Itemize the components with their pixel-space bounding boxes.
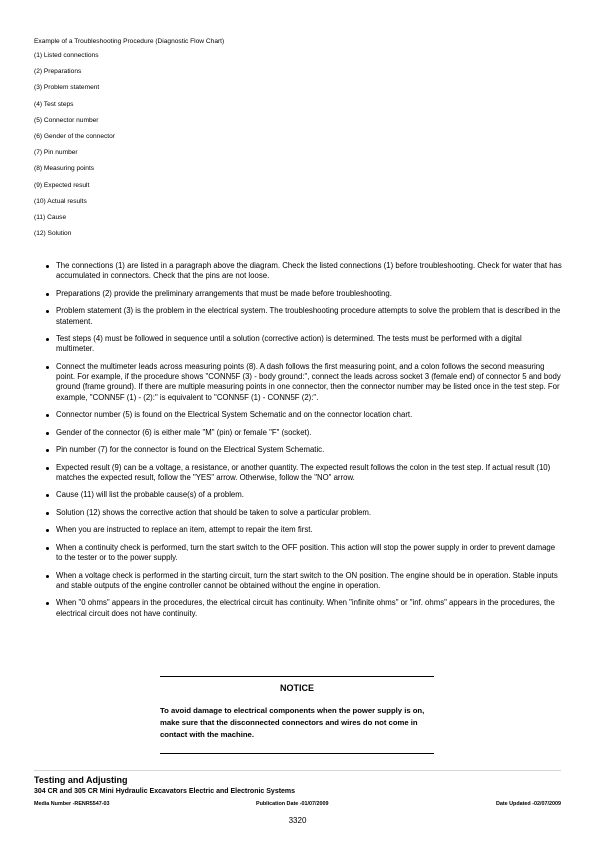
legend-item: (9) Expected result xyxy=(34,181,90,189)
procedure-notes-list xyxy=(46,261,562,626)
notice-top-rule xyxy=(160,676,434,677)
callout-legend xyxy=(34,52,115,246)
legend-item: (5) Connector number xyxy=(34,116,99,124)
notice-title: NOTICE xyxy=(279,683,314,693)
bullet-item: Test steps (4) must be followed in sequence until a solution (corrective action) is determined. The tests must be performed with a digital multimeter. xyxy=(46,334,562,355)
footer-document-title: 304 CR and 305 CR Mini Hydraulic Excavators Electric and Electronic Systems xyxy=(34,788,296,795)
legend-item: (2) Preparations xyxy=(34,68,82,76)
footer-publication-date: Publication Date -01/07/2009 xyxy=(256,801,329,807)
footer-media-number: Media Number -RENR5547-03 xyxy=(34,801,110,807)
legend-item: (8) Measuring points xyxy=(34,165,95,173)
bullet-item: Problem statement (3) is the problem in the electrical system. The troubleshooting procedure attempts to solve the problem that is described in the statement. xyxy=(46,306,562,327)
bullet-item: When a voltage check is performed in the starting circuit, turn the start switch to the ON position. The engine should be in operation. Stable inputs and stable outputs of the engine controller cannot be obtained without the engine in operation. xyxy=(46,571,562,592)
footer-date-updated: Date Updated -02/07/2009 xyxy=(495,801,561,807)
bullet-item: Preparations (2) provide the preliminary arrangements that must be made before troubleshooting. xyxy=(46,289,562,299)
legend-item: (11) Cause xyxy=(34,213,67,221)
legend-item: (3) Problem statement xyxy=(34,84,100,92)
bullet-item: Cause (11) will list the probable cause(s) of a problem. xyxy=(46,490,562,500)
bullet-item: Connect the multimeter leads across measuring points (8). A dash follows the first measuring point, and a colon follows the second measuring point. For example, if the procedure shows "CONN5F (3) - body ground:", connect the leads across socket 3 (female end) of connector 5 and body ground (frame ground). If there are multiple measuring points in one connector, then the connector number may be listed once in the test step. For example, "CONN5F (1) - (2):" is equivalent to "CONN5F (1) - CONN5F (2):". xyxy=(46,362,562,403)
footer-divider xyxy=(34,770,561,771)
bullet-item: The connections (1) are listed in a paragraph above the diagram. Check the listed connections (1) before troubleshooting. Check for water that has accumulated in connectors. Check that the pins are not loose. xyxy=(46,261,562,282)
footer-section-title: Testing and Adjusting xyxy=(34,775,128,785)
figure-caption: Example of a Troubleshooting Procedure (Diagnostic Flow Chart) xyxy=(34,38,225,45)
bullet-item: Expected result (9) can be a voltage, a resistance, or another quantity. The expected result follows the colon in the test step. If actual result (10) matches the expected result, follow the "YES" arrow. Otherwise, follow the "NO" arrow. xyxy=(46,463,562,484)
bullet-item: When you are instructed to replace an item, attempt to repair the item first. xyxy=(46,525,562,535)
bullet-item: When a continuity check is performed, turn the start switch to the OFF position. This action will stop the power supply in order to prevent damage to the tester or to the power supply. xyxy=(46,543,562,564)
legend-item: (4) Test steps xyxy=(34,100,74,108)
legend-item: (10) Actual results xyxy=(34,197,87,205)
bullet-item: Gender of the connector (6) is either male "M" (pin) or female "F" (socket). xyxy=(46,428,562,438)
legend-item: (6) Gender of the connector xyxy=(34,132,116,140)
notice-text: To avoid damage to electrical components when the power supply is on, make sure that the disconnected connectors and wires do not come in contact with the machine. xyxy=(160,706,425,739)
legend-item: (12) Solution xyxy=(34,230,72,238)
bullet-item: Solution (12) shows the corrective action that should be taken to solve a particular problem. xyxy=(46,508,562,518)
bullet-item: Connector number (5) is found on the Electrical System Schematic and on the connector location chart. xyxy=(46,410,562,420)
legend-item: (7) Pin number xyxy=(34,149,78,157)
page-number: 3320 xyxy=(288,816,307,825)
bullet-item: When "0 ohms" appears in the procedures, the electrical circuit has continuity. When "infinite ohms" or "inf. ohms" appears in the procedures, the electrical circuit does not have continuity. xyxy=(46,598,562,619)
notice-bottom-rule xyxy=(160,753,434,754)
legend-item: (1) Listed connections xyxy=(34,52,99,59)
bullet-item: Pin number (7) for the connector is found on the Electrical System Schematic. xyxy=(46,445,562,455)
